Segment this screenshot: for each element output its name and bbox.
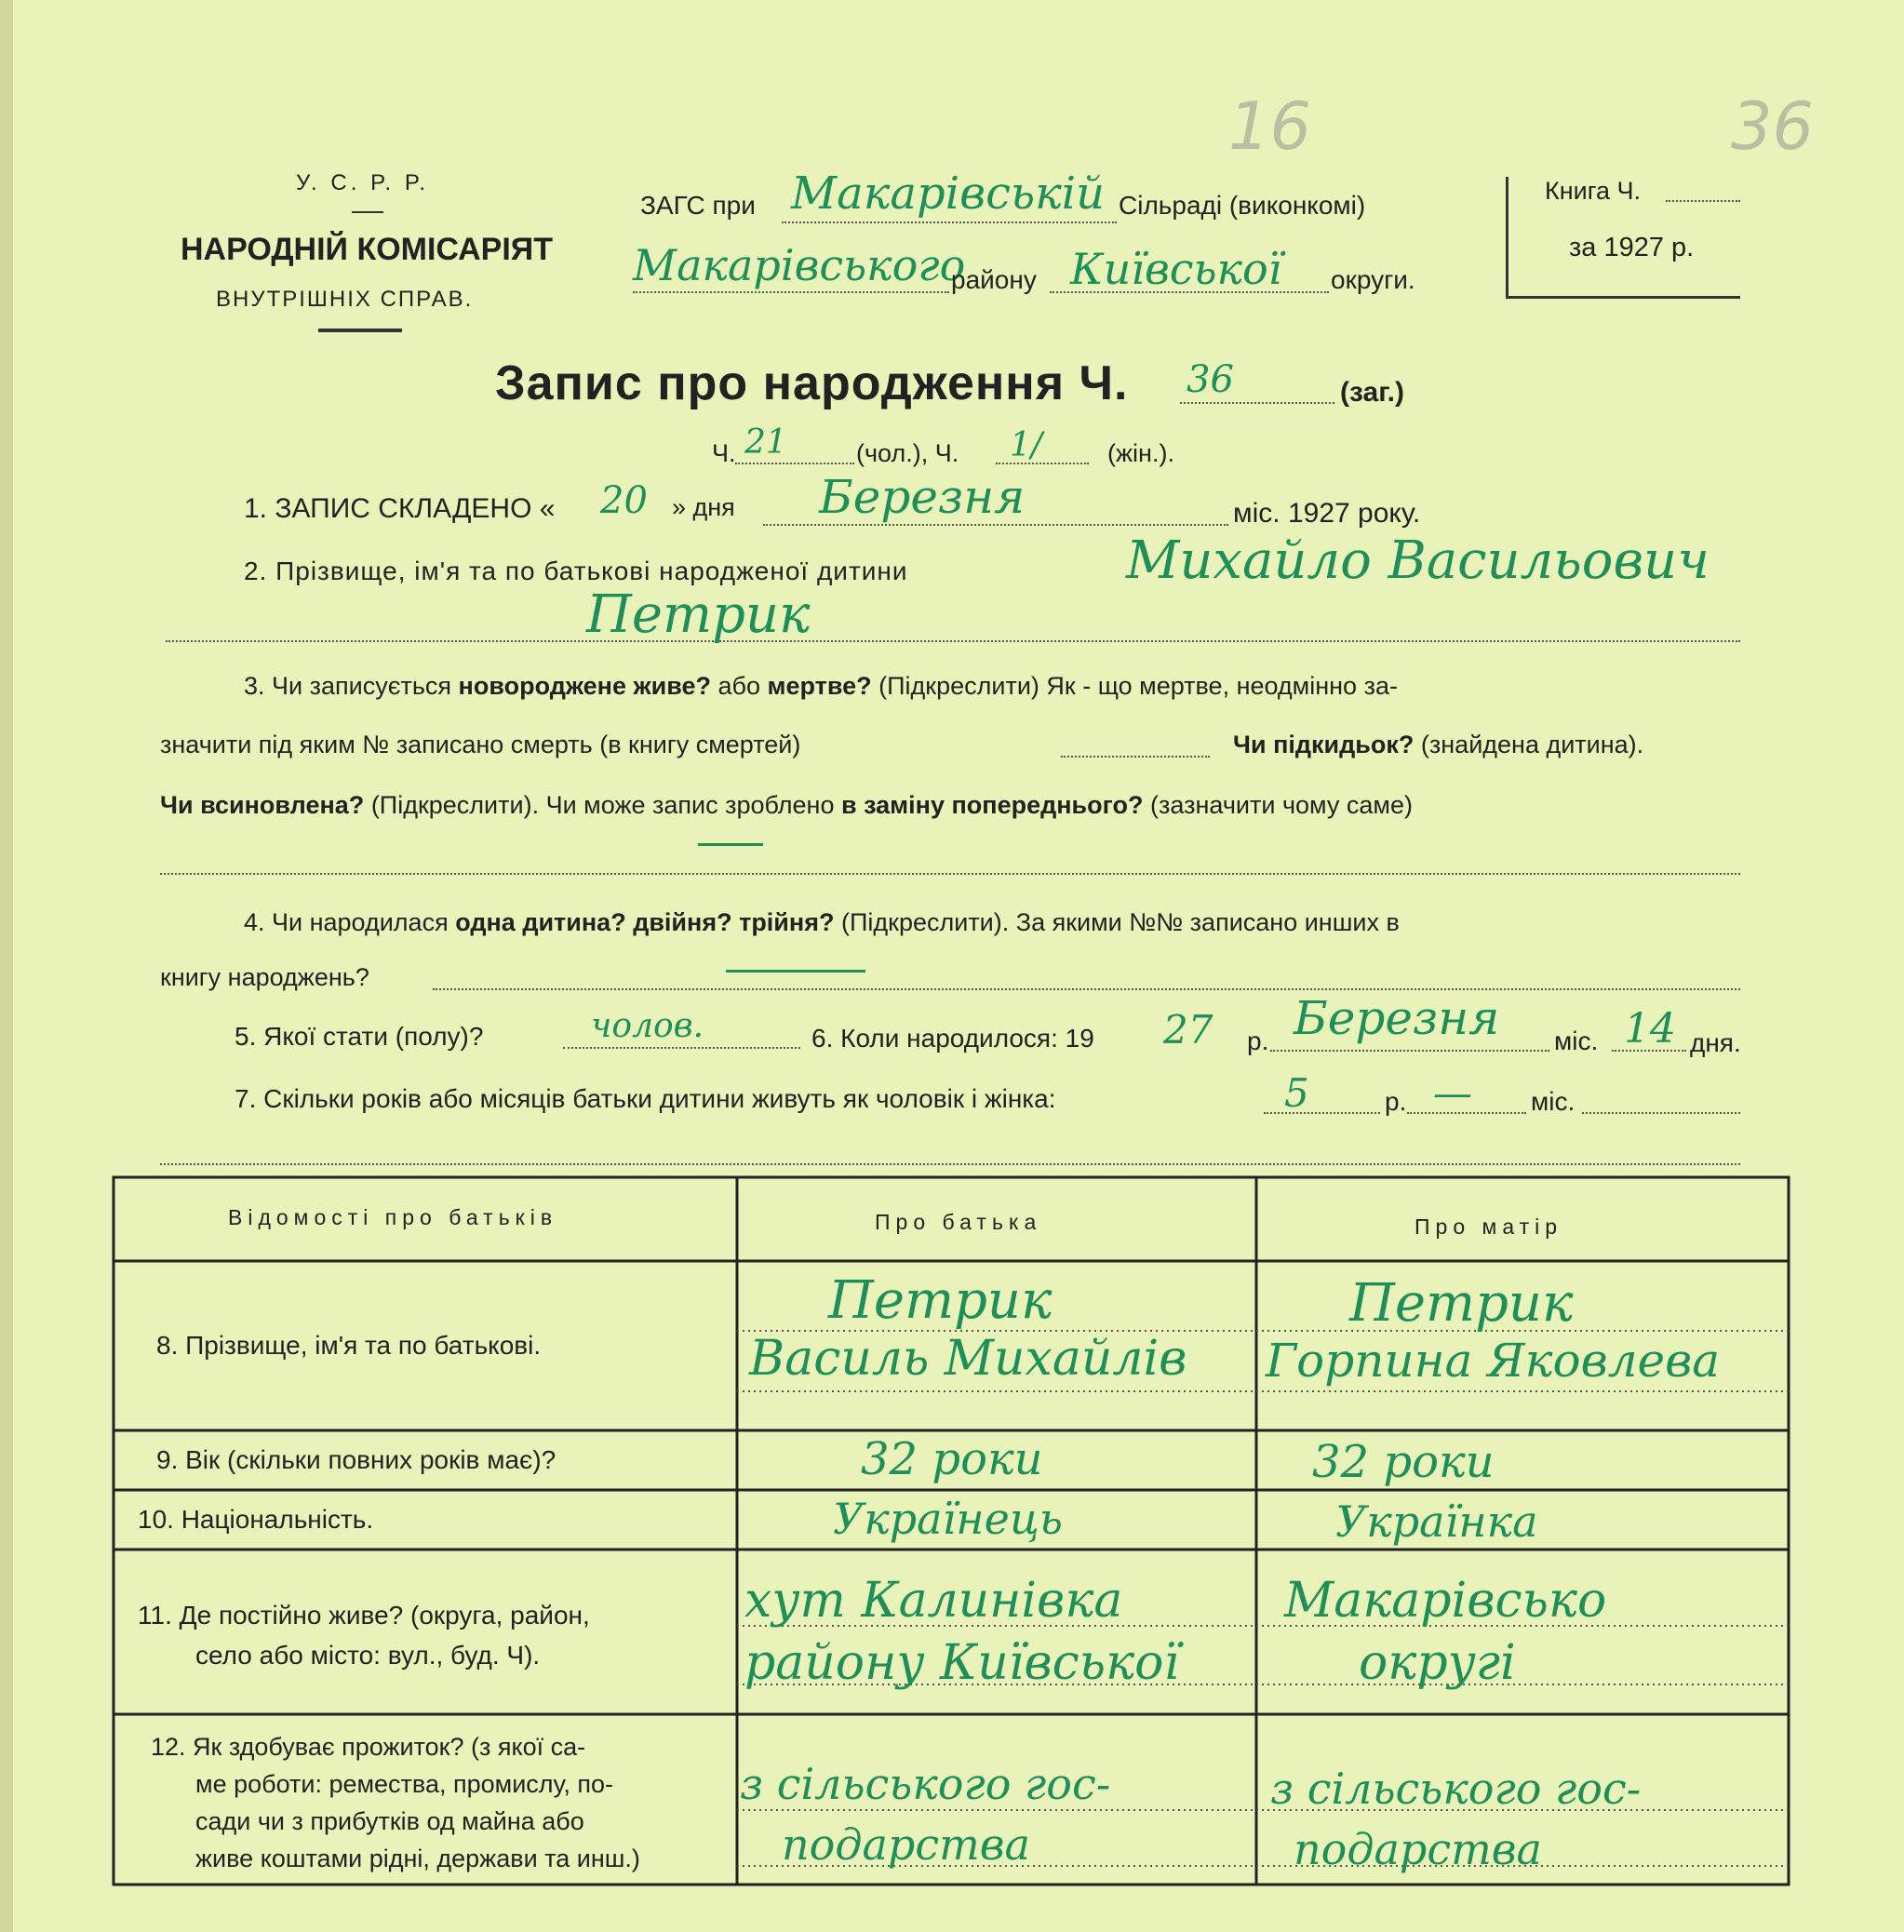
- archive-number-36: 36: [1731, 88, 1815, 165]
- birth-year: 27: [1163, 1007, 1213, 1053]
- field-3-replacement: в заміну попереднього?: [841, 791, 1144, 819]
- field-3-foundling: Чи підкидьок?: [1233, 731, 1415, 758]
- father-occupation-2: подарства: [782, 1819, 1030, 1870]
- zags-prefix: ЗАГС при: [640, 191, 756, 220]
- father-residence-1: хут Калинівка: [744, 1573, 1123, 1629]
- mother-surname: Петрик: [1349, 1273, 1574, 1334]
- field-6-year-suffix: р.: [1247, 1026, 1269, 1055]
- field-3-text-d: (зазначити чому саме): [1150, 791, 1413, 819]
- field-1-mid: » дня: [672, 493, 735, 521]
- mother-residence-1: Макарівсько: [1284, 1573, 1607, 1629]
- field-3-text-a: 3. Чи записується: [244, 672, 452, 700]
- father-occupation-1: з сільського гос-: [740, 1759, 1111, 1809]
- field-3-death-text: значити під яким № записано смерть (в книгу смертей): [160, 731, 801, 758]
- field-2-label: 2. Прізвище, ім'я та по батькові народженої дитини: [244, 557, 908, 585]
- field-3-found-text: (знайдена дитина).: [1420, 731, 1644, 758]
- field-6-month-suffix: міс.: [1554, 1026, 1599, 1055]
- field-6-day-suffix: дня.: [1690, 1028, 1741, 1057]
- field-3-dead: мертве?: [767, 672, 872, 700]
- header-parents-info: Відомості про батьків: [228, 1205, 558, 1229]
- child-sex: чолов.: [591, 1007, 704, 1045]
- archive-number-16: 16: [1228, 88, 1312, 165]
- father-age: 32 роки: [861, 1433, 1043, 1485]
- row-12-label-1: 12. Як здобуває прожиток? (з якої са-: [151, 1733, 586, 1761]
- field-4-text-a: 4. Чи народилася: [244, 908, 449, 936]
- child-surname: Петрик: [586, 584, 811, 645]
- father-name: Василь Михайлів: [749, 1331, 1187, 1387]
- field-6-label: 6. Коли народилося: 19: [811, 1024, 1094, 1053]
- row-8-label: 8. Прізвище, ім'я та по батькові.: [156, 1331, 542, 1360]
- mother-nationality: Українка: [1335, 1496, 1538, 1547]
- row-9-label: 9. Вік (скільки повних років має)?: [156, 1445, 556, 1474]
- record-suffix: (заг.): [1340, 377, 1405, 408]
- row-12-label-2: ме роботи: ремества, промислу, по-: [195, 1770, 613, 1798]
- marriage-years: 5: [1284, 1070, 1309, 1116]
- field-3-or: або: [717, 672, 760, 700]
- male-label: (чол.), Ч.: [856, 439, 959, 467]
- field-1-suffix: міс. 1927 року.: [1233, 498, 1421, 529]
- district-label: району: [951, 265, 1037, 294]
- mother-occupation-1: з сільського гос-: [1270, 1764, 1642, 1814]
- field-7-months-suffix: міс.: [1531, 1087, 1575, 1116]
- field-3-adopted: Чи всиновлена?: [160, 791, 365, 819]
- mother-occupation-2: подарства: [1294, 1824, 1542, 1874]
- child-name: Михайло Васильович: [1126, 530, 1710, 591]
- field-7-label: 7. Скільки років або місяців батьки дитини живуть як чоловік і жінка:: [235, 1084, 1056, 1113]
- mother-residence-2: округі: [1359, 1635, 1516, 1691]
- field-5-label: 5. Якої стати (полу)?: [235, 1022, 484, 1051]
- zags-council-name: Макарівській: [791, 168, 1106, 220]
- field-3-alive: новороджене живе?: [458, 672, 711, 700]
- father-surname: Петрик: [828, 1270, 1053, 1331]
- header-mother: Про матір: [1415, 1214, 1563, 1239]
- field-4-text-c: (Підкреслити). За якими №№ записано инших в: [840, 908, 1400, 936]
- female-label: (жін.).: [1107, 439, 1174, 467]
- internal-affairs-label: ВНУТРІШНІХ СПРАВ.: [216, 287, 474, 312]
- row-10-label: 10. Національність.: [138, 1505, 374, 1534]
- mother-name: Горпина Яковлева: [1266, 1334, 1721, 1388]
- birth-day: 14: [1624, 1005, 1676, 1053]
- marriage-months: —: [1433, 1070, 1472, 1116]
- male-prefix: Ч.: [712, 439, 736, 467]
- council-suffix: Сільраді (виконкомі): [1119, 191, 1366, 220]
- row-12-label-4: живе коштами рідні, держави та инш.): [195, 1845, 640, 1872]
- book-year: за 1927 р.: [1569, 233, 1695, 262]
- field-1-month: Березня: [819, 470, 1026, 524]
- header-father: Про батька: [875, 1210, 1042, 1234]
- okrug-name: Київської: [1070, 244, 1282, 294]
- male-number: 21: [744, 423, 787, 462]
- father-residence-2: району Київської: [744, 1635, 1180, 1691]
- father-nationality: Українець: [833, 1494, 1063, 1544]
- record-number: 36: [1187, 358, 1234, 401]
- field-1-prefix: 1. ЗАПИС СКЛАДЕНО «: [244, 493, 556, 524]
- field-3-text-b: (Підкреслити). Чи може запис зроблено: [370, 791, 835, 819]
- row-11-label-1: 11. Де постійно живе? (округа, район,: [138, 1601, 590, 1630]
- book-label: Книга Ч.: [1545, 177, 1641, 205]
- mother-age: 32 роки: [1312, 1436, 1495, 1488]
- field-3-text-e: (Підкреслити) Як - що мертве, неодмінно за-: [878, 672, 1398, 700]
- district-name: Макарівського: [633, 240, 966, 290]
- ussr-label: У. С. Р. Р.: [296, 170, 430, 195]
- birth-month: Березня: [1294, 991, 1500, 1045]
- field-1-day: 20: [600, 479, 648, 522]
- field-7-years-suffix: р.: [1385, 1087, 1407, 1116]
- field-4-line2: книгу народжень?: [160, 963, 369, 991]
- field-4-options: одна дитина? двійня? трійня?: [455, 908, 835, 936]
- female-number: 1/: [1010, 426, 1043, 464]
- row-11-label-2: село або місто: вул., буд. Ч).: [195, 1641, 541, 1670]
- okrug-label: округи.: [1331, 265, 1415, 294]
- row-12-label-3: сади чи з прибутків од майна або: [195, 1807, 584, 1835]
- record-title: Запис про народження Ч.: [495, 356, 1129, 410]
- commissariat-title: НАРОДНІЙ КОМІСАРІЯТ: [181, 232, 553, 267]
